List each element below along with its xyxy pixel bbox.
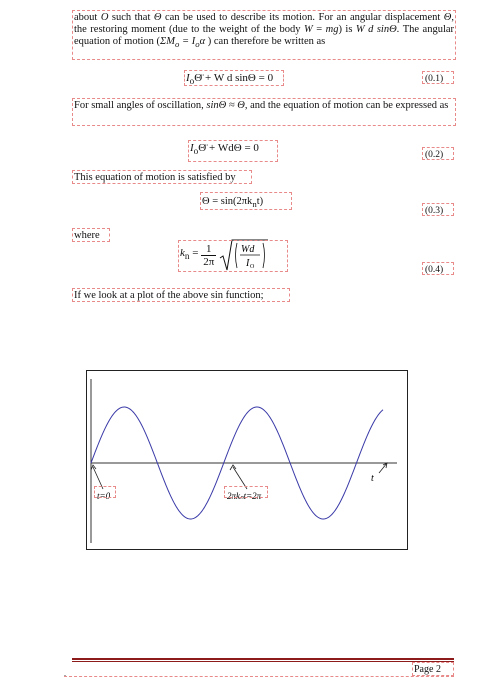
math-subscript: n (252, 199, 257, 210)
layout-box (200, 192, 292, 210)
equation-number: (0.4) (425, 265, 444, 275)
layout-box (422, 203, 454, 216)
math-symbol: Θ (153, 12, 162, 23)
math-expression: W d sinΘ (355, 24, 397, 35)
layout-box (178, 240, 288, 272)
math-symbol: k (180, 247, 185, 260)
layout-box (94, 486, 116, 498)
math-expression: sinΘ ≈ Θ (206, 100, 245, 111)
footer-rule (72, 658, 454, 660)
text-run: such that (111, 12, 151, 23)
layout-box (188, 140, 278, 162)
math-expression: Θ̈ + W d sinΘ = 0 (194, 72, 274, 84)
annotation-label-t-axis: t (371, 473, 374, 484)
layout-box (72, 170, 252, 184)
layout-box (72, 98, 456, 126)
math-subscript: o (175, 39, 180, 50)
page-number-value: 2 (435, 664, 441, 675)
equation-number: (0.1) (425, 74, 444, 84)
layout-box (72, 10, 456, 60)
text-run: = (316, 24, 323, 35)
annotation-arrow (379, 463, 387, 473)
math-subscript: n (184, 251, 190, 262)
math-symbol: I (186, 72, 190, 84)
math-symbol: Θ (443, 12, 452, 23)
text-run: This equation of motion is satisfied by (74, 172, 236, 183)
annotation-label-t0: t=0 (97, 491, 111, 501)
sine-chart (87, 371, 407, 549)
math-symbol: ΣM (160, 36, 176, 47)
text-run: , the restoring moment (due to the weight of the body (74, 12, 455, 35)
sqrt-denominator: I (246, 258, 250, 269)
math-expression: Θ̈ + WdΘ = 0 (198, 142, 259, 154)
math-expression: Θ = sin(2πk (202, 196, 253, 207)
math-symbol: O (100, 12, 109, 23)
sqrt-numerator: Wd (241, 244, 255, 255)
math-symbol: α (199, 36, 206, 47)
footer-rule (72, 661, 454, 662)
text-run: ) can therefore be written as (207, 36, 326, 47)
math-symbol: I (191, 36, 196, 47)
layout-box (64, 676, 454, 677)
math-symbol: mg (325, 24, 339, 35)
text-run: where (74, 230, 100, 241)
layout-box (72, 288, 290, 302)
math-symbol: I (190, 142, 194, 154)
layout-box (422, 71, 454, 84)
footer-mark: . (64, 669, 66, 678)
text-run: ) is (338, 24, 353, 35)
fraction-denominator: 2π (203, 255, 215, 268)
math-expression: t) (256, 196, 264, 207)
layout-box (224, 486, 268, 498)
layout-box (72, 228, 110, 242)
layout-box (422, 147, 454, 160)
math-subscript: o (193, 146, 199, 157)
text-run: can be used to describe its motion. For an angular displacement (164, 12, 441, 23)
math-subscript: o (189, 76, 195, 87)
text-run: If we look at a plot of the above sin function; (74, 290, 264, 301)
layout-box (184, 70, 284, 86)
fraction-numerator: 1 (201, 243, 216, 256)
math-symbol: W (304, 24, 313, 35)
layout-box (422, 262, 454, 275)
text-run: For small angles of oscillation, (74, 100, 204, 111)
math-subscript: o (195, 39, 200, 50)
math-symbol: = (179, 36, 192, 47)
page-label: Page (414, 664, 434, 675)
text-run: about (74, 12, 98, 23)
layout-box (412, 662, 454, 676)
sine-plot (86, 370, 408, 550)
sqrt-denominator-subscript: O (250, 264, 255, 270)
text-run: . The angular equation of motion ( (74, 24, 455, 47)
annotation-label-2pi: 2πkₙt=2π (227, 491, 262, 501)
math-symbol: = (192, 247, 199, 260)
text-run: , and the equation of motion can be expressed as (244, 100, 449, 111)
equation-number: (0.2) (425, 150, 444, 160)
equation-number: (0.3) (425, 206, 444, 216)
